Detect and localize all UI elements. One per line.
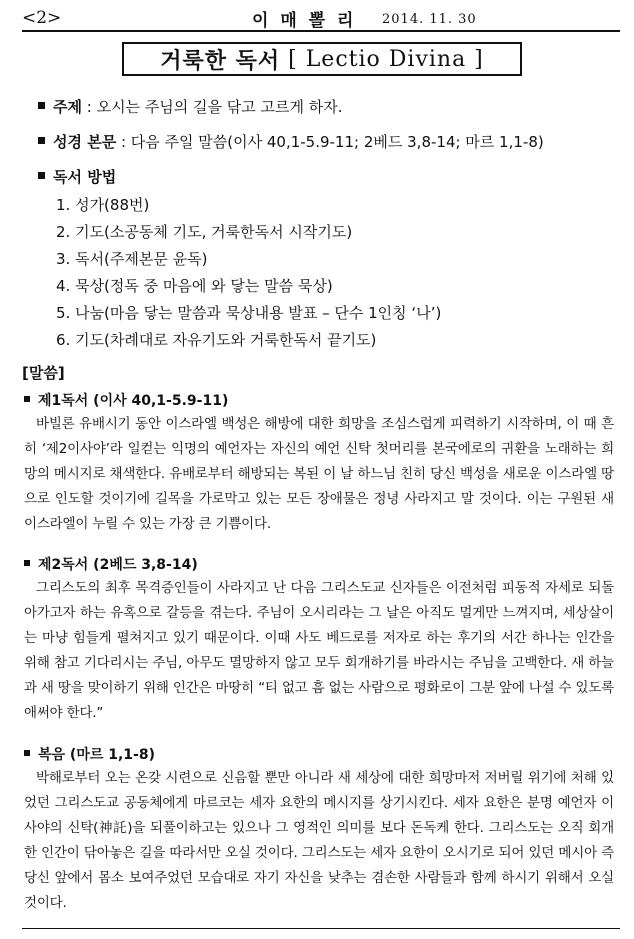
- method-step: 1. 성가(88번): [56, 196, 150, 214]
- method-step: 4. 묵상(정독 중 마음에 와 닿는 말씀 묵상): [56, 277, 333, 295]
- bullet-square-icon: [38, 102, 45, 109]
- scripture-line: [38, 131, 544, 152]
- method-step: 3. 독서(주제본문 윤독): [56, 250, 208, 268]
- reading-2-title: [24, 554, 198, 574]
- page-number: <2>: [22, 8, 62, 28]
- word-section-heading: [말씀]: [22, 364, 65, 382]
- method-steps: [56, 192, 441, 354]
- reading-2-body: 그리스도의 최후 목격증인들이 사라지고 난 다음 그리스도교 신자들은 이전처럼 피동적 자세로 되돌아가고자 하는 유혹으로 갈등을 겪는다. 주님이 오시리라는 그 날은 아직도 멀게만 느껴지며, 세상살이는 마냥 힘들게 펼쳐지고 있기 때문이다. 이때 사도 베드로를 저자로 하는 후기의 서간 하나는 인간을 위해 참고 기다리시는 주님, 아무도 멸망하지 않고 모두 회개하기를 바라시는 주님을 고백한다. 새 하늘과 새 땅을 맞이하기 위해 인간은 마땅히 “티 없고 흠 없는 사람으로 평화로이 그분 앞에 나설 수 있도록 애써야 한다.”: [24, 580, 614, 721]
- footer-rule: [22, 928, 620, 929]
- method-step: 2. 기도(소공동체 기도, 거룩한독서 시작기도): [56, 223, 353, 241]
- page-title: 거룩한 독서: [160, 48, 281, 74]
- issue-date: 2014. 11. 30: [382, 12, 477, 27]
- reading-3-title: [24, 744, 155, 764]
- method-line: [38, 166, 116, 187]
- reading-title-text: 제2독서 (2베드 3,8-14): [38, 557, 198, 573]
- bullet-square-icon: [24, 396, 30, 402]
- page-title-box: [122, 42, 522, 76]
- header-rule: [22, 30, 620, 32]
- bullet-square-icon: [24, 750, 30, 756]
- reading-1-title: [24, 390, 228, 410]
- reading-title-text: 제1독서 (이사 40,1-5.9-11): [38, 393, 229, 409]
- reading-3-body: 박해로부터 오는 온갖 시련으로 신음할 뿐만 아니라 새 세상에 대한 희망마저 저버릴 위기에 처해 있었던 그리스도교 공동체에게 마르코는 세자 요한의 메시지를 상기시킨다. 세자 요한은 분명 예언자 이사야의 신탁(神託)을 되풀이하고는 있으나 그 영적인 의미를 보다 돈독케 한다. 그리스도는 오직 회개한 인간이 닦아놓은 길을 따라서만 오실 것이다. 그리스도는 세자 요한이 오시기로 되어 있던 메시아 즉 당신 앞에서 몸소 보여주었던 모습대로 자기 자신을 낮추는 겸손한 사람들과 함께 하시기 위해서 오실 것이다.: [24, 770, 614, 911]
- scripture-text: : 다음 주일 말씀(이사 40,1-5.9-11; 2베드 3,8-14; 마르 1,1-8): [116, 133, 544, 151]
- page-header: [22, 6, 620, 30]
- page-title-latin: [ Lectio Divina ]: [288, 46, 484, 72]
- theme-line: [38, 96, 343, 117]
- method-step: 6. 기도(차례대로 자유기도와 거룩한독서 끝기도): [56, 331, 377, 349]
- scripture-label: 성경 본문: [53, 133, 117, 151]
- theme-label: 주제: [53, 98, 82, 116]
- theme-text: : 오시는 주님의 길을 닦고 고르게 하자.: [81, 98, 343, 116]
- bullet-square-icon: [38, 137, 45, 144]
- reading-1-body: 바빌론 유배시기 동안 이스라엘 백성은 해방에 대한 희망을 조심스럽게 피력하기 시작하며, 이 때 흔히 ‘제2이사야’라 일컫는 익명의 예언자는 자신의 예언 신탁 첫머리를 본국에로의 귀환을 노래하는 희망의 메시지로 채색한다. 유배로부터 해방되는 복된 이 날 하느님 친히 당신 백성을 새로운 이스라엘 땅으로 인도할 것이기에 길목을 가로막고 있는 모든 장애물은 정녕 사라지고 말 것이다. 이는 구원된 새 이스라엘이 누릴 수 있는 가장 큰 기쁨이다.: [24, 416, 614, 532]
- bullet-square-icon: [38, 172, 45, 179]
- newsletter-name: 이 매 뽈 리: [252, 11, 357, 31]
- reading-title-text: 복음 (마르 1,1-8): [38, 747, 155, 763]
- method-step: 5. 나눔(마음 닿는 말씀과 묵상내용 발표 – 단수 1인칭 ‘나’): [56, 304, 442, 322]
- method-label: 독서 방법: [53, 168, 117, 186]
- bullet-square-icon: [24, 560, 30, 566]
